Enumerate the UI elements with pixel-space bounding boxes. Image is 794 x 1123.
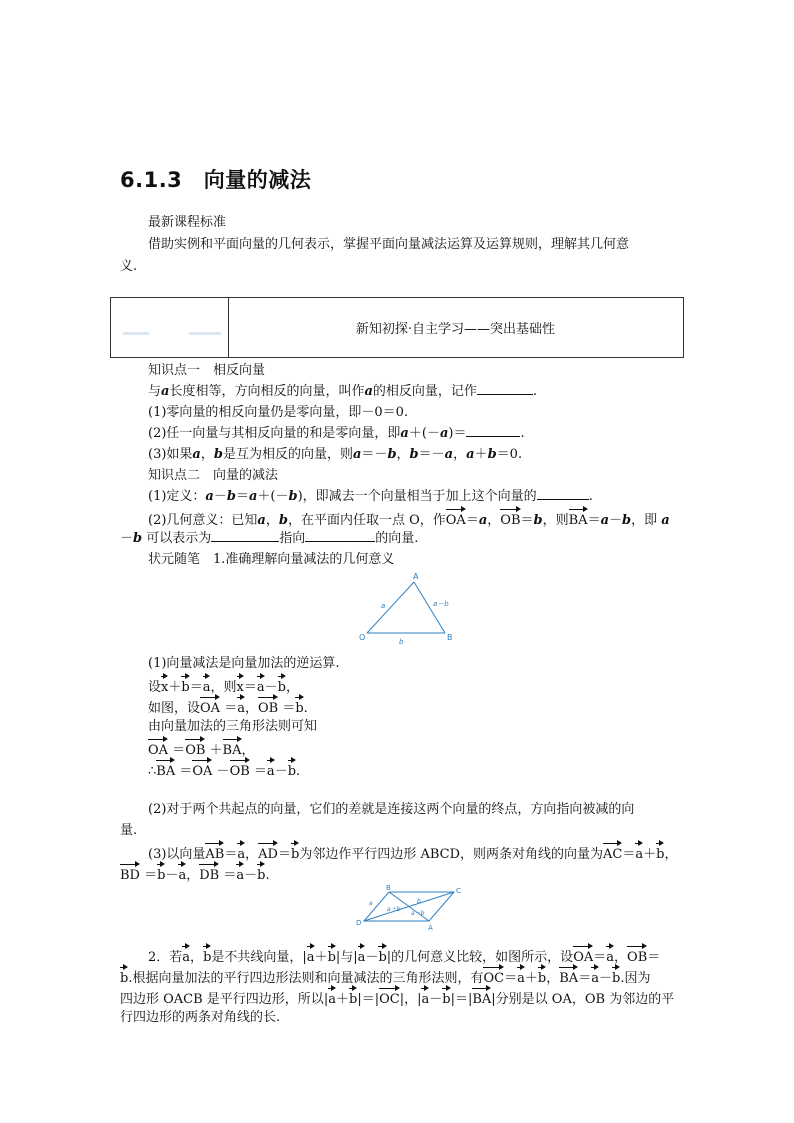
banner-logo-mark — [123, 332, 149, 335]
k1-heading: 知识点一 相反向量 — [148, 363, 266, 378]
notes-p2: 设x＋b＝a，则x＝a－b， — [148, 675, 299, 698]
standard-line-1: 借助实例和平面向量的几何表示，掌握平面向量减法运算及运算规则，理解其几何意 — [148, 237, 630, 252]
notes-p12: 四边形 OACB 是平行四边形，所以|a＋b|＝|OC|，|a－b|＝|BA|分别是以 OA，OB 为邻边的平 — [120, 987, 674, 1010]
label-O: O — [359, 633, 366, 642]
label-a-minus-b: a－b — [433, 600, 449, 608]
notes-p5: OA ＝OB ＋BA， — [148, 738, 255, 761]
notes-p9: BD ＝b－a，DB ＝a－b. — [120, 863, 270, 886]
notes-p7: (2)对于两个共起点的向量，它们的差就是连接这两个向量的终点，方向指向被减的向 — [148, 802, 635, 817]
notes-p4: 由向量加法的三角形法则可知 — [148, 719, 318, 734]
notes-p8: (3)以向量AB＝a，AD＝b为邻边作平行四边形 ABCD，则两条对角线的向量为AC＝a＋b， — [148, 842, 678, 865]
notes-p11: b.根据向量加法的平行四边形法则和向量减法的三角形法则，有OC＝a＋b，BA＝a－b.因为 — [120, 966, 650, 989]
banner-logo-cell — [111, 298, 229, 357]
label-C: C — [456, 887, 461, 895]
standard-line-2: 义. — [120, 259, 138, 274]
label-a-minus-b: a－b — [411, 910, 425, 917]
figure-triangle — [355, 570, 475, 646]
k2-heading: 知识点二 向量的减法 — [148, 468, 279, 483]
section-banner — [110, 297, 684, 358]
label-B: B — [447, 633, 453, 642]
banner-logo-mark — [189, 332, 221, 335]
notes-heading: 状元随笔 1.准确理解向量减法的几何意义 — [148, 552, 395, 567]
k2-item-1: (1)定义：a－b＝a＋(－b)，即减去一个向量相当于加上这个向量的 . — [148, 489, 593, 504]
section-title: 6.1.3 向量的减法 — [120, 168, 312, 192]
label-b: b — [399, 638, 404, 646]
k2-item-2: (2)几何意义：已知a，b，在平面内任取一点 O，作OA＝a，OB＝b，则BA＝a－b，即 a — [148, 508, 670, 531]
standard-heading: 最新课程标准 — [148, 215, 227, 230]
k2-item-2-line-2: －b 可以表示为 指向 的向量. — [120, 531, 419, 546]
k1-definition: 与a长度相等，方向相反的向量，叫作a的相反向量，记作 . — [148, 384, 538, 399]
notes-p1: (1)向量减法是向量加法的逆运算. — [148, 656, 340, 671]
notes-p3: 如图，设OA ＝a，OB ＝b. — [148, 696, 308, 719]
label-b: b — [417, 898, 421, 905]
figure-parallelogram — [355, 883, 465, 933]
label-a: a — [369, 900, 373, 907]
k1-item-3: (3)如果a，b是互为相反的向量，则a＝－b，b＝－a，a＋b＝0. — [148, 447, 523, 462]
label-a-plus-b: a＋b — [387, 906, 401, 913]
notes-p7-line-2: 量. — [120, 823, 138, 838]
notes-p6: ∴BA ＝OA －OB ＝a－b. — [148, 759, 300, 782]
notes-p13: 行四边形的两条对角线的长. — [120, 1010, 281, 1025]
banner-text: 新知初探·自主学习——突出基础性 — [355, 322, 556, 337]
label-A: A — [413, 572, 419, 581]
label-D: D — [356, 919, 362, 927]
k1-item-2: (2)任一向量与其相反向量的和是零向量，即a＋(－a)＝ . — [148, 426, 525, 441]
k1-item-1: (1)零向量的相反向量仍是零向量，即－0＝0. — [148, 405, 409, 420]
label-a: a — [381, 602, 386, 610]
label-B: B — [386, 884, 391, 892]
label-A: A — [428, 924, 433, 932]
notes-p10: 2．若a，b是不共线向量，|a＋b|与|a－b|的几何意义比较，如图所示，设OA＝a，OB＝ — [148, 945, 660, 968]
